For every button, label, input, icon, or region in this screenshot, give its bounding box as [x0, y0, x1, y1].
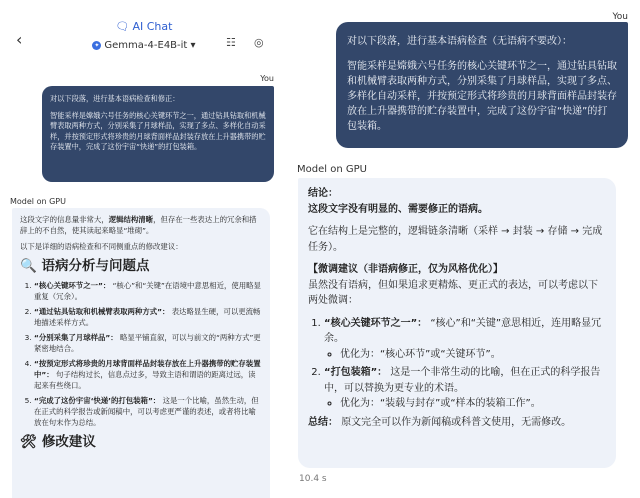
user-message-text: 智能采样是嫦娥六号任务的核心关键环节之一，通过钻具钻取和机械臂表取两种方式，分别采集了月球样品，实现了多点、多样化自动采样，并按预定形式将珍贵的月球背面样品封装存放在上升器携带的贮存装置中，完成了这份宇宙“快递”的打包装箱。 — [347, 61, 617, 132]
sub-list-item: ◦ 优化为：“核心环节”或“关键环节”。 — [340, 347, 606, 363]
model-name: Gemma-4-E4B-it — [104, 40, 188, 51]
structure-note: 它在结构上是完整的，逻辑链条清晰（采样 → 封装 → 存储 → 完成任务）。 — [308, 226, 603, 253]
left-chat-panel — [0, 0, 288, 498]
user-message-instruction: 对以下段落，进行基本语病检查（无语病不要改）： — [347, 36, 572, 47]
back-icon[interactable]: ‹ — [16, 30, 23, 49]
suggestion-list — [308, 316, 606, 412]
list-item: 2. “通过钻具钻取和机械臂表取两种方式”： 表达略显生硬，可以更流畅地描述采样方式。 — [34, 306, 262, 328]
conclusion-text: 这段文字没有明显的、需要修正的语病。 — [308, 203, 488, 215]
model-response-bubble — [12, 208, 270, 498]
conclusion-label: 结论： — [308, 188, 338, 199]
user-label: You — [612, 12, 628, 22]
list-item: 1. “核心关键环节之一”： “核心”和“关键”意思相近，连用略显冗余。 ◦ 优化为：“核心环节”或“关键环节”。 — [324, 316, 606, 363]
model-response-bubble — [298, 178, 616, 468]
user-message-instruction: 对以下段落，进行基本语病检查和修正： — [50, 94, 180, 103]
magnifier-icon: 🔍 — [20, 258, 37, 274]
list-item: 5. “完成了这份宇宙‘快递’的打包装箱”： 这是一个比喻，虽然生动，但在正式的科学报告或新闻稿中，可以考虑更严谨的表述，或者将比喻放在句末作为总结。 — [34, 395, 262, 428]
response-lead: 以下是详细的语病检查和不同侧重点的修改建议： — [20, 242, 183, 251]
summary: 总结： 原文完全可以作为新闻稿或科普文使用，无需修改。 — [308, 416, 572, 428]
list-item: 4. “按预定形式将珍贵的月球背面样品封装存放在上升器携带的贮存装置中”： 句子结构过长，信息点过多，导致主语和谓语的距离过远，读起来有些绕口。 — [34, 358, 262, 391]
sliders-icon[interactable]: ☷ — [226, 36, 236, 49]
top-bar — [0, 16, 288, 62]
new-chat-icon[interactable]: ◎ — [254, 36, 264, 49]
model-label: Model on GPU — [10, 197, 66, 206]
section-heading-suggestions: 🛠 修改建议 — [20, 434, 96, 450]
list-item: 1. “核心关键环节之一”： “核心”和“关键”在语境中意思相近，使用略显重复（冗余）。 — [34, 280, 262, 302]
list-item: 2. “打包装箱”： 这是一个非常生动的比喻，但在正式的科学报告中，可以替换为更专业的术语。 ◦ 优化为：“装载与封存”或“样本的装箱工作”。 — [324, 365, 606, 412]
model-icon: ✦ — [94, 41, 100, 49]
list-item: 3. “分别采集了月球样品”： 略显平铺直叙，可以与前文的“两种方式”更紧密地结合。 — [34, 332, 262, 354]
user-label: You — [260, 74, 274, 83]
analysis-list — [20, 280, 262, 428]
user-message-bubble — [336, 22, 628, 148]
right-chat-panel — [288, 0, 640, 498]
sub-list-item: ◦ 优化为：“装载与封存”或“样本的装箱工作”。 — [340, 396, 606, 412]
elapsed-time: 10.4 s — [299, 474, 327, 484]
chat-icon: 🗨 — [115, 20, 130, 33]
micro-suggestion-intro: 虽然没有语病，但如果追求更精炼、更正式的表达，可以考虑以下两处微调： — [308, 279, 598, 306]
user-message-text: 智能采样是嫦娥六号任务的核心关键环节之一，通过钻具钻取和机械臂表取两种方式，分别采集了月球样品，实现了多点、多样化自动采样，并按预定形式将珍贵的月球背面样品封装存放在上升器携带的贮存装置中，完成了这份宇宙“快递”的打包装箱。 — [50, 110, 266, 152]
model-label: Model on GPU — [297, 164, 367, 175]
app-title: 🗨 AI Chat — [115, 20, 173, 33]
tools-icon: 🛠 — [20, 434, 38, 450]
response-intro: 这段文字的信息量非常大，逻辑结构清晰，但存在一些表达上的冗余和措辞上的不自然，使其读起来略显“堆砌”。 — [20, 215, 257, 235]
chevron-down-icon: ▾ — [190, 40, 196, 51]
model-selector[interactable] — [0, 40, 288, 51]
section-heading-analysis: 🔍 语病分析与问题点 — [20, 258, 150, 274]
user-message-bubble — [42, 86, 274, 182]
micro-suggestion-title: 【微调建议（非语病修正，仅为风格优化）】 — [308, 264, 503, 275]
